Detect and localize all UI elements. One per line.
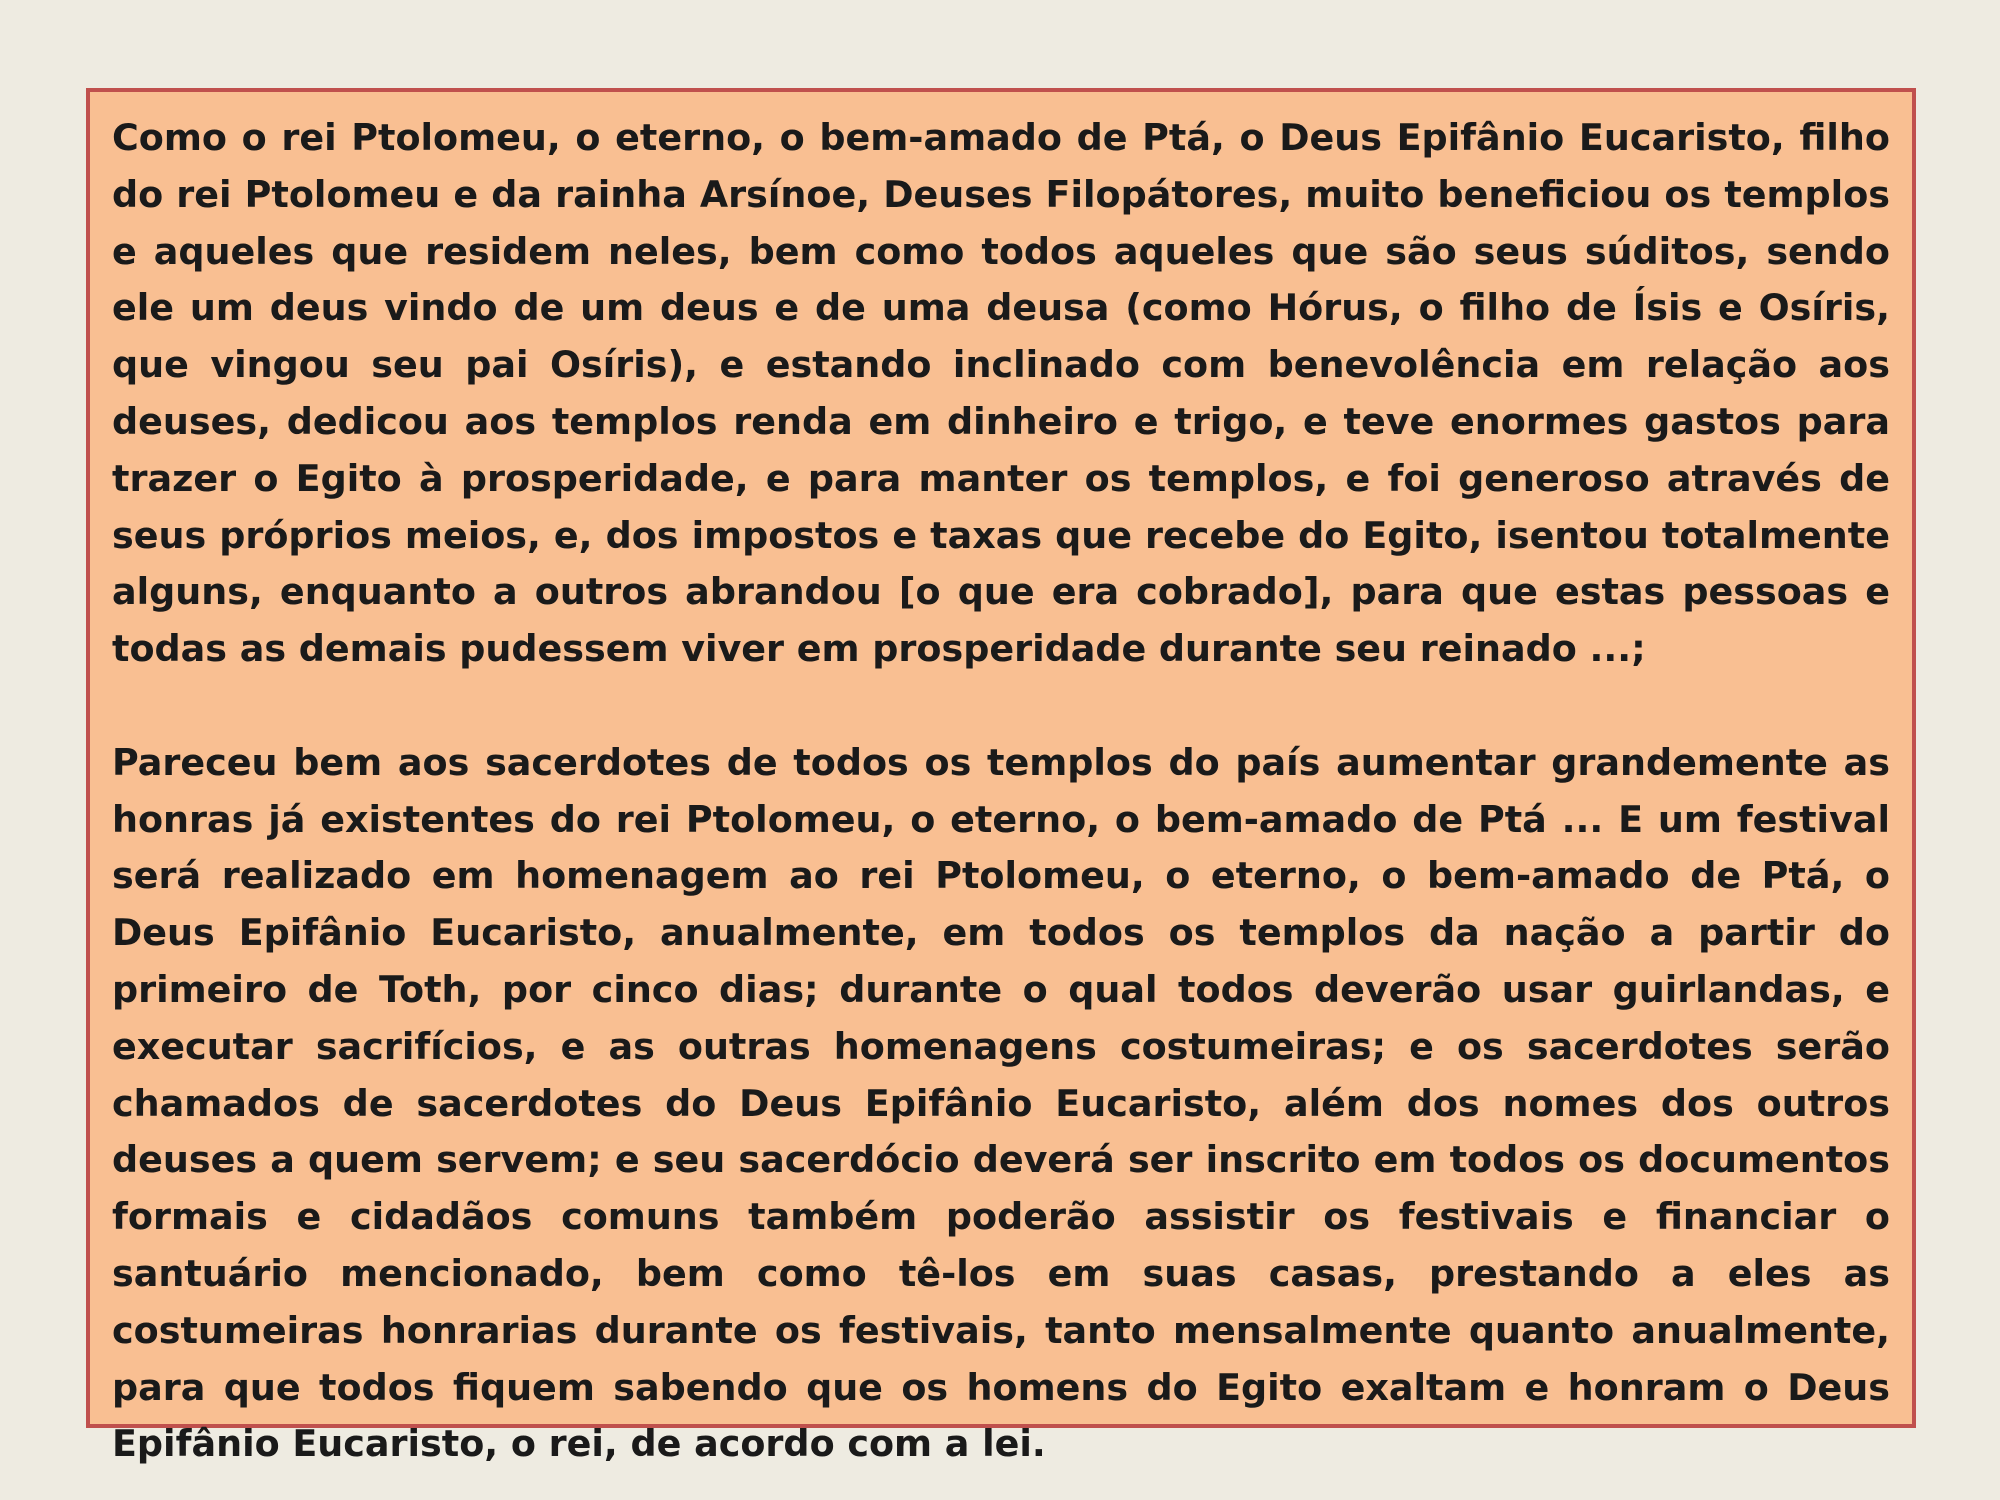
paragraph-decree-preamble: Como o rei Ptolomeu, o eterno, o bem-amado de Ptá, o Deus Epifânio Eucaristo, filho do rei Ptolomeu e da rainha Arsínoe, Deuses Filopátores, muito beneficiou os templos e aqueles que residem neles, bem como todos aqueles que são seus súditos, sendo ele um deus vindo de um deus e de uma deusa (como Hórus, o filho de Ísis e Osíris, que vingou seu pai Osíris), e estando inclinado com benevolência em relação aos deuses, dedicou aos templos renda em dinheiro e trigo, e teve enormes gastos para trazer o Egito à prosperidade, e para manter os templos, e foi generoso através de seus próprios meios, e, dos impostos e taxas que recebe do Egito, isentou totalmente alguns, enquanto a outros abrandou [o que era cobrado], para que estas pessoas e todas as demais pudessem viver em prosperidade durante seu reinado ...;	[112, 116, 1890, 671]
text-box	[86, 88, 1916, 1466]
paragraph-spacer	[112, 678, 1890, 735]
paragraph-decree-resolution: Pareceu bem aos sacerdotes de todos os templos do país aumentar grandemente as honras já existentes do rei Ptolomeu, o eterno, o bem-amado de Ptá ... E um festival será realizado em homenagem ao rei Ptolomeu, o eterno, o bem-amado de Ptá, o Deus Epifânio Eucaristo, anualmente, em todos os templos da nação a partir do primeiro de Toth, por cinco dias; durante o qual todos deverão usar guirlandas, e executar sacrifícios, e as outras homenagens costumeiras; e os sacerdotes serão chamados de sacerdotes do Deus Epifânio Eucaristo, além dos nomes dos outros deuses a quem servem; e seu sacerdócio deverá ser inscrito em todos os documentos formais e cidadãos comuns também poderão assistir os festivais e financiar o santuário mencionado, bem como tê-los em suas casas, prestando a eles as costumeiras honrarias durante os festivais, tanto mensalmente quanto anualmente, para que todos fiquem sabendo que os homens do Egito exaltam e honram o Deus Epifânio Eucaristo, o rei, de acordo com a lei.	[112, 740, 1890, 1466]
